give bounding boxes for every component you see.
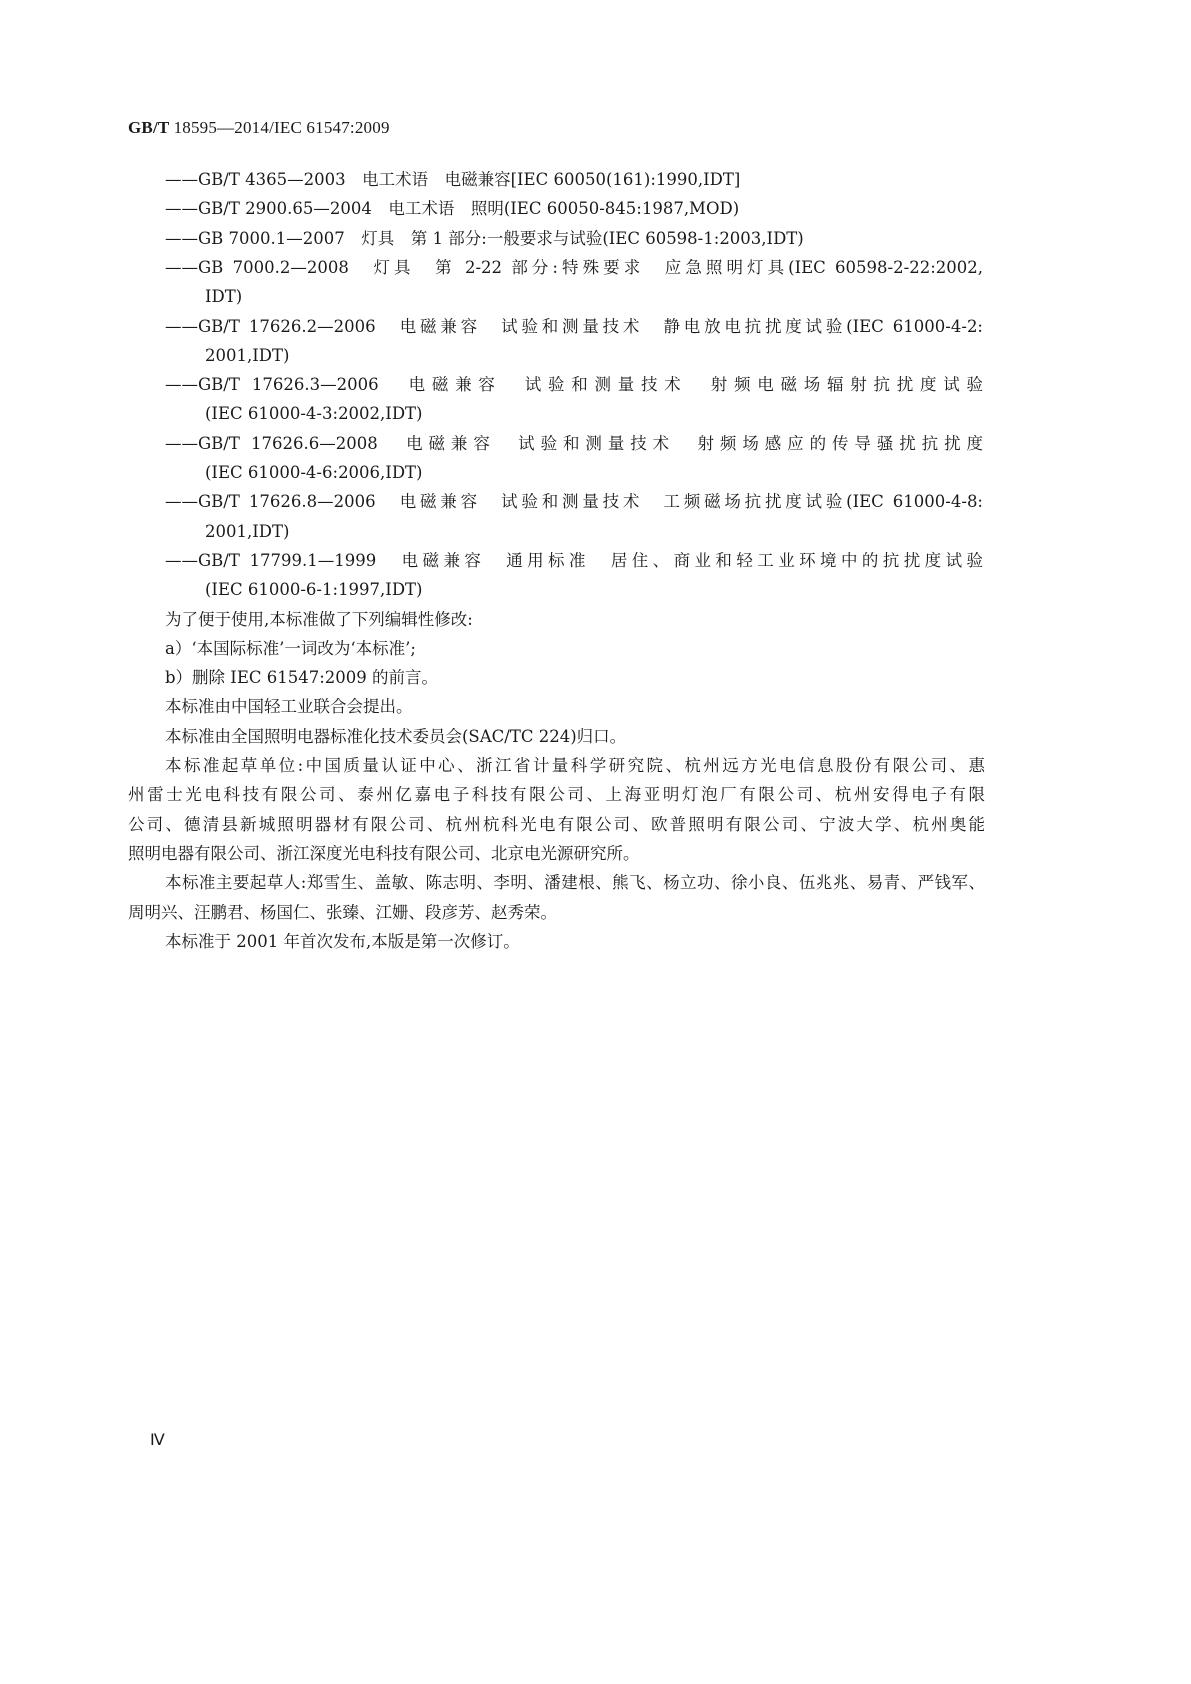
reference-item-continuation: (IEC 61000-4-6:2006,IDT) (205, 463, 423, 482)
reference-item: ——GB/T 17626.3—2006 电磁兼容 试验和测量技术 射频电磁场辐射抗扰度试验 (165, 375, 983, 395)
reference-item: ——GB 7000.1—2007 灯具 第 1 部分:一般要求与试验(IEC 60598-1:2003,IDT) (165, 228, 804, 248)
paragraph: b）删除 IEC 61547:2009 的前言。 (165, 668, 439, 688)
paragraph: 本标准主要起草人:郑雪生、盖敏、陈志明、李明、潘建根、熊飞、杨立功、徐小良、伍兆兆、易青、严钱军、 (165, 873, 985, 893)
reference-item: ——GB/T 17799.1—1999 电磁兼容 通用标准 居住、商业和轻工业环境中的抗扰度试验 (165, 550, 983, 570)
reference-item: ——GB/T 4365—2003 电工术语 电磁兼容[IEC 60050(161):1990,IDT] (165, 170, 741, 189)
reference-item-continuation: (IEC 61000-4-3:2002,IDT) (205, 404, 423, 424)
standard-prefix: GB/T (128, 118, 170, 137)
paragraph: 为了便于使用,本标准做了下列编辑性修改: (165, 609, 473, 629)
paragraph-continuation: 州雷士光电科技有限公司、泰州亿嘉电子科技有限公司、上海亚明灯泡厂有限公司、杭州安得电子有限 (128, 785, 985, 805)
paragraph: 本标准由中国轻工业联合会提出。 (165, 697, 413, 717)
paragraph: 本标准于 2001 年首次发布,本版是第一次修订。 (165, 931, 520, 951)
paragraph-continuation: 照明电器有限公司、浙江深度光电科技有限公司、北京电光源研究所。 (128, 843, 640, 863)
paragraph-continuation: 周明兴、汪鹏君、杨国仁、张臻、江姗、段彦芳、赵秀荣。 (128, 902, 557, 922)
reference-item: ——GB/T 17626.6—2008 电磁兼容 试验和测量技术 射频场感应的传导骚扰抗扰度 (165, 433, 983, 453)
paragraph: 本标准起草单位:中国质量认证中心、浙江省计量科学研究院、杭州远方光电信息股份有限公司、惠 (165, 756, 985, 775)
reference-item-continuation: 2001,IDT) (205, 345, 290, 365)
page-number: Ⅳ (150, 1432, 165, 1449)
standard-code: 18595—2014/IEC 61547:2009 (173, 118, 390, 137)
reference-item: ——GB/T 17626.8—2006 电磁兼容 试验和测量技术 工频磁场抗扰度试验(IEC 61000-4-8: (165, 492, 983, 512)
reference-item: ——GB/T 17626.2—2006 电磁兼容 试验和测量技术 静电放电抗扰度试验(IEC 61000-4-2: (165, 316, 983, 336)
reference-item-continuation: 2001,IDT) (205, 521, 290, 541)
document-header (128, 118, 390, 138)
paragraph: a）‘本国际标准’一词改为‘本标准’; (165, 638, 416, 658)
paragraph-continuation: 公司、德清县新城照明器材有限公司、杭州杭科光电有限公司、欧普照明有限公司、宁波大学、杭州奥能 (128, 814, 985, 834)
reference-item-continuation: (IEC 61000-6-1:1997,IDT) (205, 580, 423, 600)
reference-item: ——GB 7000.2—2008 灯具 第 2-22 部分:特殊要求 应急照明灯具(IEC 60598-2-22:2002, (165, 257, 983, 277)
reference-item: ——GB/T 2900.65—2004 电工术语 照明(IEC 60050-845:1987,MOD) (165, 199, 740, 219)
paragraph: 本标准由全国照明电器标准化技术委员会(SAC/TC 224)归口。 (165, 726, 627, 746)
reference-item-continuation: IDT) (205, 287, 243, 307)
